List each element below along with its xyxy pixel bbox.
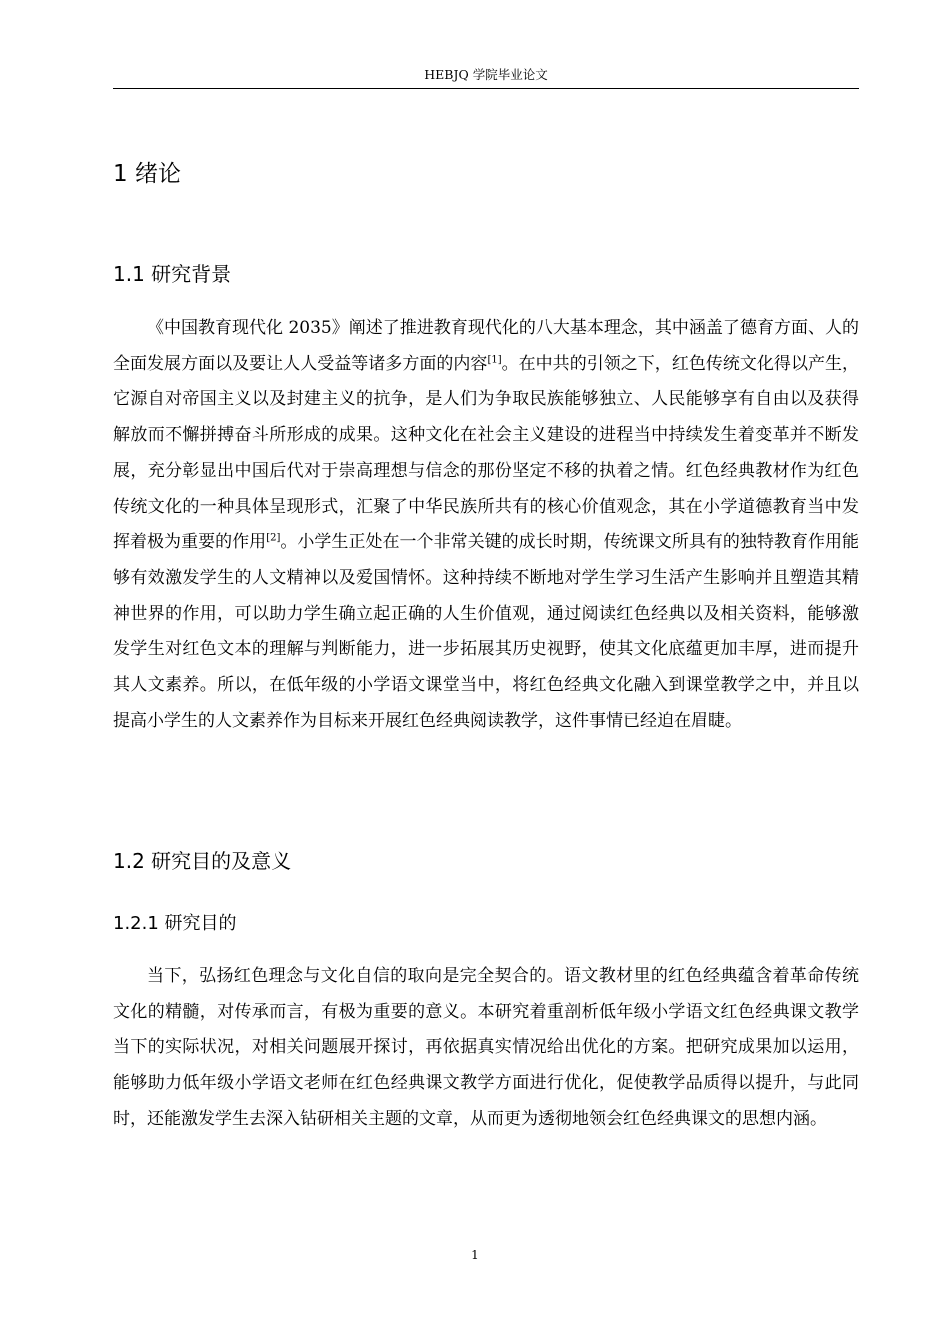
citation-ref: [1] (487, 354, 502, 366)
paragraph-text: 。小学生正处在一个非常关键的成长时期，传统课文所具有的独特教育作用能够有效激发学生的人文精神以及爱国情怀。这种持续不断地对学生学习生活产生影响并且塑造其精神世界的作用，可以助力学生确立起正确的人生价值观，通过阅读红色经典以及相关资料，能够激发学生对红色文本的理解与判断能力，进一步拓展其历史视野，使其文化底蕴更加丰厚，进而提升其人文素养。所以，在低年级的小学语文课堂当中，将红色经典文化融入到课堂教学之中，并且以提高小学生的人文素养作为目标来开展红色经典阅读教学，这件事情已经迫在眉睫。 (113, 532, 860, 731)
page-header (113, 66, 859, 89)
section-title-1-1: 1.1 研究背景 (113, 262, 232, 286)
paragraph-text: 《中国教育现代化 2035》阐述了推进教育现代化的八大基本理念，其中涵盖了德育方面、人的全面发展方面以及要让人人受益等诸多方面的内容 (113, 318, 859, 374)
chapter-title: 1 绪论 (113, 161, 181, 187)
page-number: 1 (471, 1248, 479, 1262)
paragraph-research-background (113, 311, 859, 739)
header-text: HEBJQ 学院毕业论文 (424, 67, 548, 82)
citation-ref: [2] (266, 532, 281, 544)
section-title-1-2: 1.2 研究目的及意义 (113, 849, 292, 873)
paragraph-text: 。在中共的引领之下，红色传统文化得以产生，它源自对帝国主义以及封建主义的抗争，是人们为争取民族能够独立、人民能够享有自由以及获得解放而不懈拼搏奋斗所形成的成果。这种文化在社会主义建设的进程当中持续发生着变革并不断发展，充分彰显出中国后代对于崇高理想与信念的那份坚定不移的执着之情。红色经典教材作为红色传统文化的一种具体呈现形式，汇聚了中华民族所共有的核心价值观念，其在小学道德教育当中发挥着极为重要的作用 (113, 353, 860, 553)
paragraph-text: 当下，弘扬红色理念与文化自信的取向是完全契合的。语文教材里的红色经典蕴含着革命传统文化的精髓，对传承而言，有极为重要的意义。本研究着重剖析低年级小学语文红色经典课文教学当下的实际状况，对相关问题展开探讨，再依据真实情况给出优化的方案。把研究成果加以运用，能够助力低年级小学语文老师在红色经典课文教学方面进行优化，促使教学品质得以提升，与此同时，还能激发学生去深入钻研相关主题的文章，从而更为透彻地领会红色经典课文的思想内涵。 (113, 966, 859, 1129)
paragraph-research-purpose (113, 959, 859, 1138)
subsection-title-1-2-1: 1.2.1 研究目的 (113, 913, 237, 934)
